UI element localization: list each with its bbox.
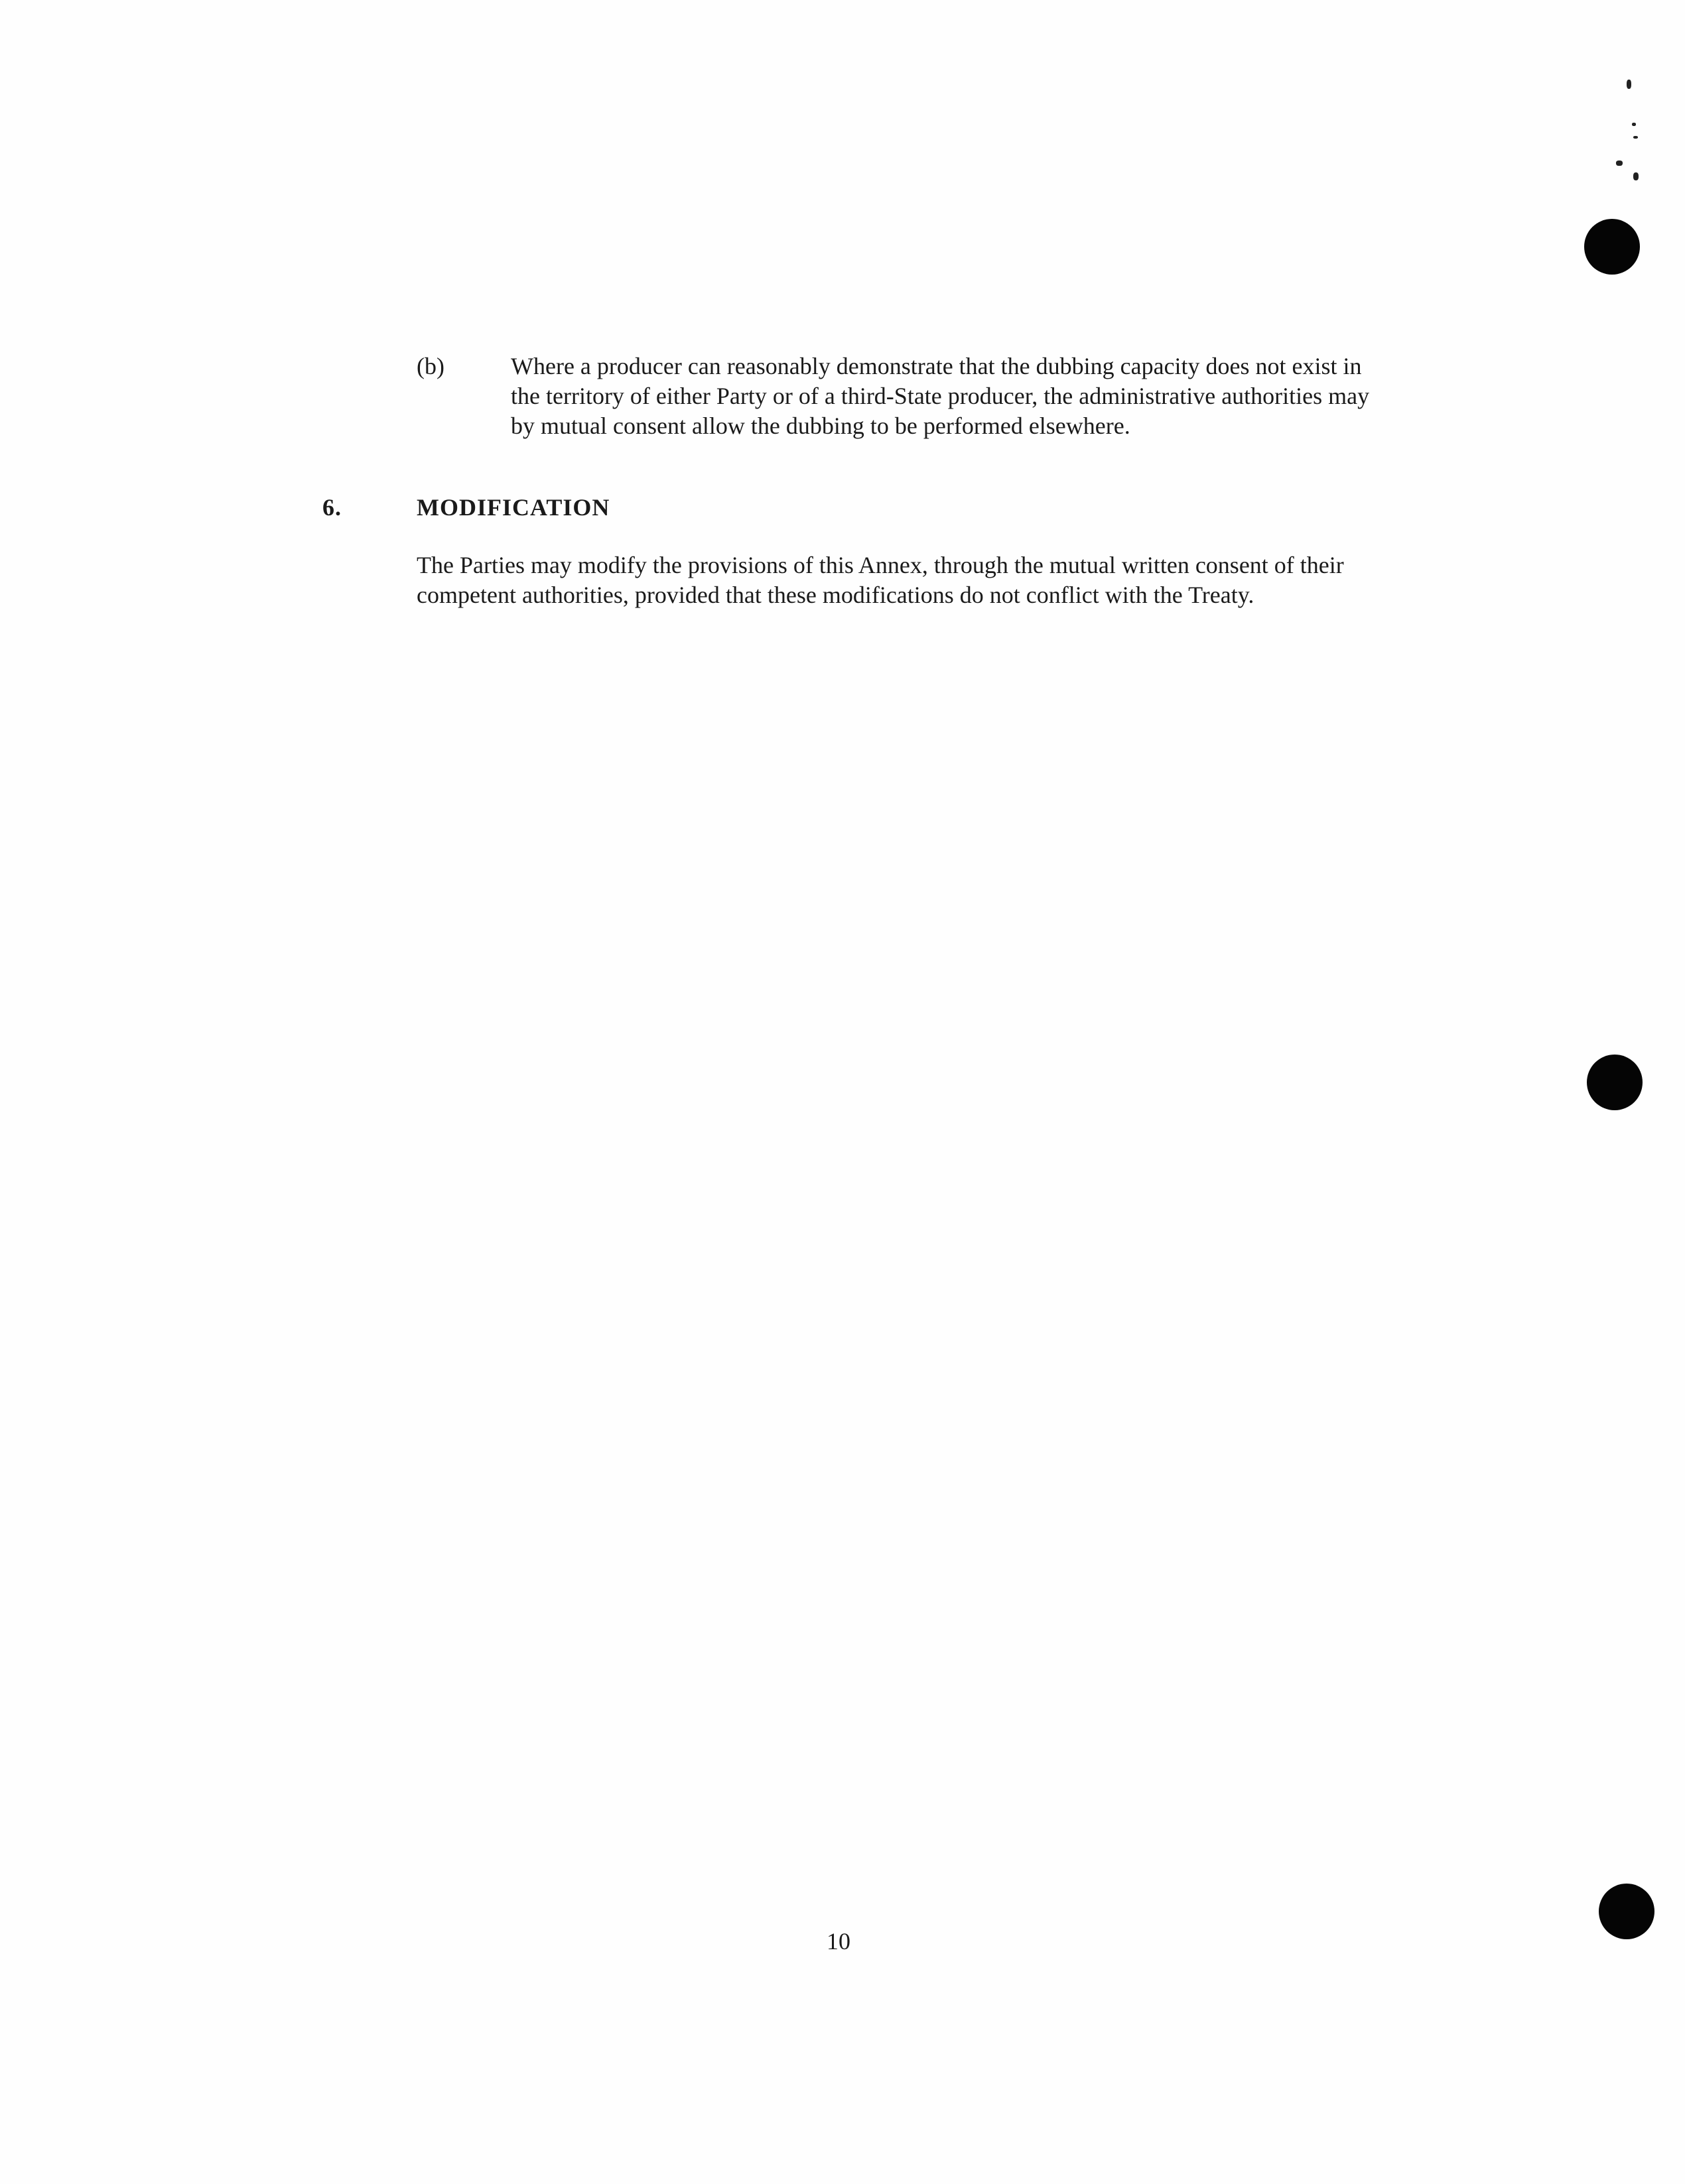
punch-hole-top — [1584, 219, 1640, 275]
punch-hole-bottom — [1599, 1884, 1654, 1939]
scan-speck — [1633, 172, 1639, 180]
scan-speck — [1627, 80, 1631, 89]
scan-speck — [1632, 123, 1636, 126]
scan-speck — [1633, 136, 1638, 139]
punch-hole-middle — [1587, 1055, 1643, 1110]
page-number: 10 — [827, 1928, 850, 1955]
subsection-label: (b) — [417, 353, 444, 379]
scan-speck — [1616, 161, 1623, 166]
section-number: 6. — [322, 494, 342, 521]
section-body: The Parties may modify the provisions of this Annex, through the mutual written consent of their competent authorities, provided that these modifications do not conflict with the Treaty. — [417, 552, 1344, 608]
subsection-text: Where a producer can reasonably demonstrate that the dubbing capacity does not exist in the territory of either Party or of a third-State producer, the administrative authorities may by mutual consent allow the dubbing to be performed elsewhere. — [511, 353, 1370, 439]
section-title: MODIFICATION — [417, 494, 610, 521]
